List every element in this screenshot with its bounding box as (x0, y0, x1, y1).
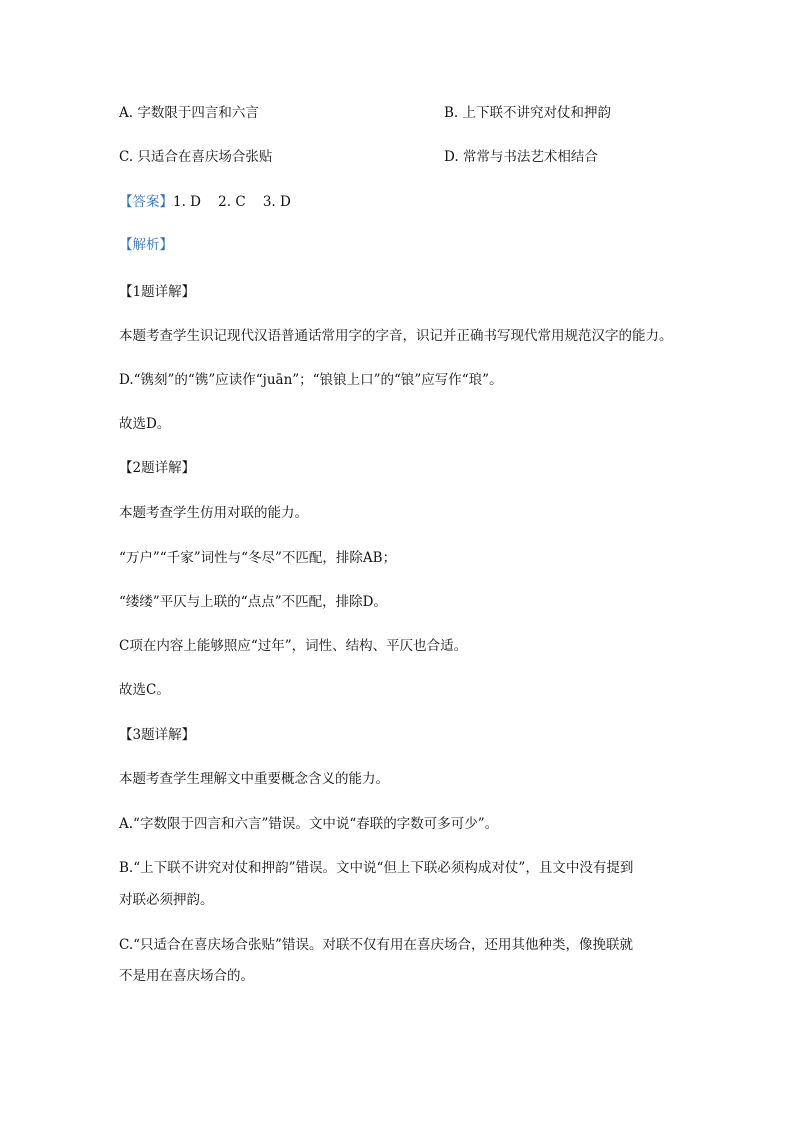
option-a: A. 字数限于四言和六言 (119, 105, 259, 121)
q2-paragraph-2: “万户”“千家”词性与“冬尽”不匹配，排除AB； (119, 550, 397, 566)
q3-heading: 【3题详解】 (119, 727, 196, 743)
q3-paragraph-4a: C.“只适合在喜庆场合张贴”错误。对联不仅有用在喜庆场合，还用其他种类，像挽联就 (119, 937, 633, 953)
q1-paragraph-2: D.“镌刻”的“镌”应读作“juān”；“锒锒上口”的“锒”应写作“琅”。 (119, 372, 503, 388)
q3-paragraph-2: A.“字数限于四言和六言”错误。文中说“春联的字数可多可少”。 (119, 816, 499, 832)
q3-paragraph-4b: 不是用在喜庆场合的。 (119, 968, 254, 984)
q1-paragraph-1: 本题考查学生识记现代汉语普通话常用字的字音，识记并正确书写现代常用规范汉字的能力。 (119, 328, 673, 344)
answer-line (119, 193, 291, 211)
q2-paragraph-5: 故选C。 (119, 682, 170, 698)
analysis-tag: 【解析】 (119, 237, 173, 253)
q3-paragraph-3b: 对联必须押韵。 (119, 892, 214, 908)
q2-heading: 【2题详解】 (119, 460, 196, 476)
option-c: C. 只适合在喜庆场合张贴 (119, 149, 273, 165)
q1-paragraph-3: 故选D。 (119, 416, 171, 432)
answer-text: 1. D 2. C 3. D (173, 194, 291, 210)
q2-paragraph-3: “缕缕”平仄与上联的“点点”不匹配，排除D。 (119, 594, 387, 610)
q3-paragraph-1: 本题考查学生理解文中重要概念含义的能力。 (119, 771, 389, 787)
q3-paragraph-3a: B.“上下联不讲究对仗和押韵”错误。文中说“但上下联必须构成对仗”，且文中没有提到 (119, 860, 634, 876)
option-b: B. 上下联不讲究对仗和押韵 (444, 105, 612, 121)
q1-heading: 【1题详解】 (119, 284, 196, 300)
option-d: D. 常常与书法艺术相结合 (444, 149, 598, 165)
answer-tag: 【答案】 (119, 194, 173, 210)
q2-paragraph-1: 本题考查学生仿用对联的能力。 (119, 505, 308, 521)
q2-paragraph-4: C项在内容上能够照应“过年”，词性、结构、平仄也合适。 (119, 638, 468, 654)
